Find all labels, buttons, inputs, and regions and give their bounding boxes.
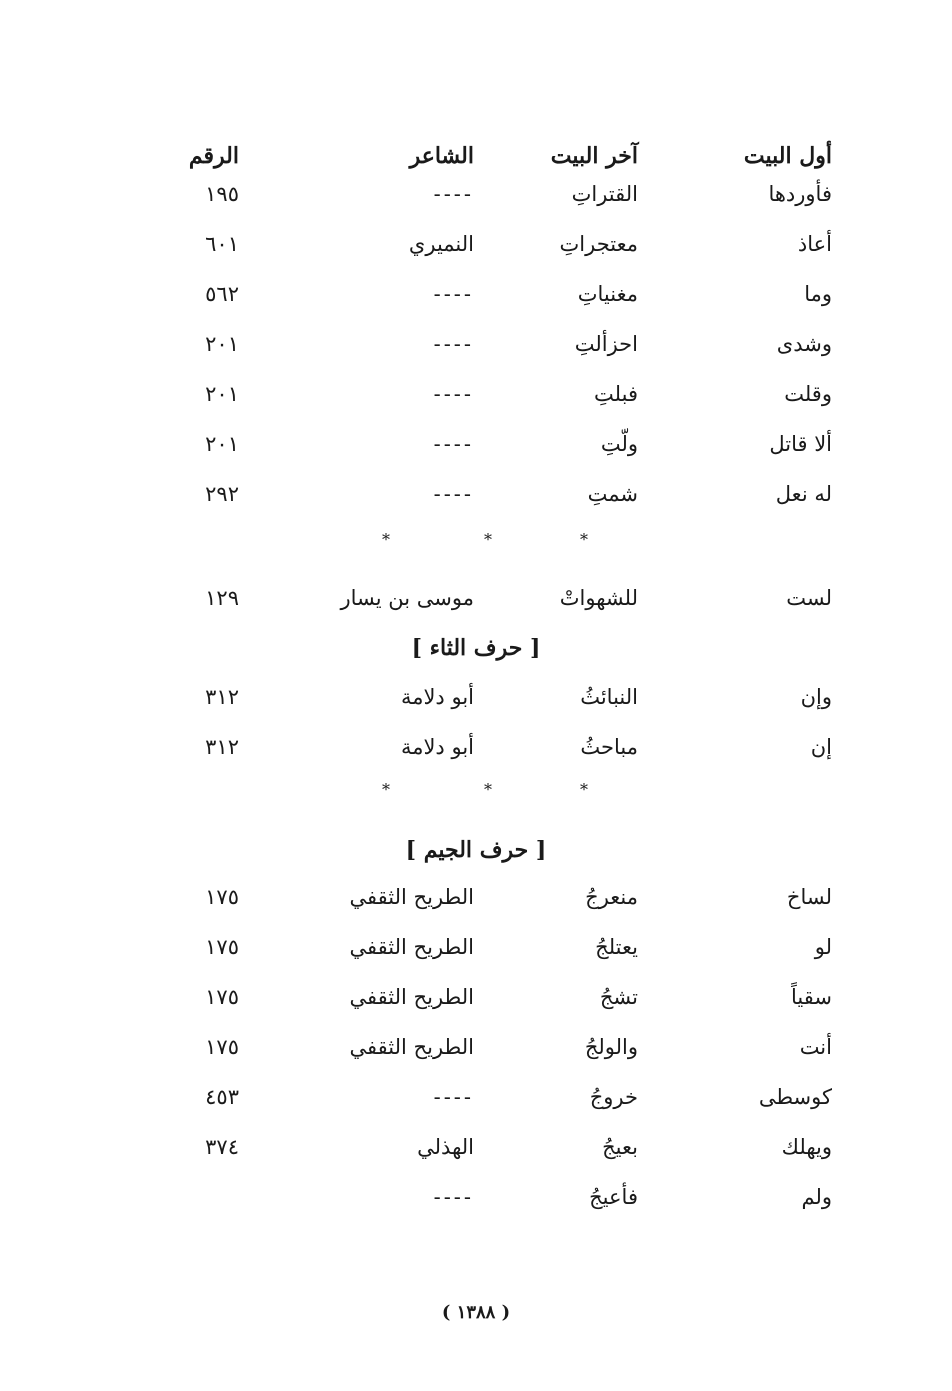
page-ref: ٥٦٢ — [205, 282, 239, 306]
last-word: فبلتِ — [594, 382, 638, 406]
first-word: أنت — [799, 1035, 832, 1059]
table-row — [0, 727, 952, 767]
poet: موسى بن يسار — [340, 586, 474, 610]
header-poet: الشاعر — [409, 143, 474, 169]
table-row — [0, 677, 952, 717]
poet: الطريح الثقفي — [349, 935, 474, 959]
first-word: وقلت — [784, 382, 832, 406]
first-word: لست — [786, 586, 832, 610]
table-row — [0, 274, 952, 314]
table-row — [0, 424, 952, 464]
last-word: مغنياتِ — [577, 282, 638, 306]
poet: النميري — [408, 232, 474, 256]
table-row — [0, 1027, 952, 1067]
poet: ---- — [433, 432, 474, 456]
table-row — [0, 374, 952, 414]
header-first-word: أول البيت — [743, 143, 832, 169]
table-row — [0, 224, 952, 264]
poet: ---- — [433, 1085, 474, 1109]
page-ref: ٣٧٤ — [205, 1135, 239, 1159]
section-title-tha: [ حرف الثاء ] — [411, 635, 541, 661]
table-row — [0, 474, 952, 514]
star-icon: * — [484, 780, 492, 799]
star-icon: * — [382, 780, 390, 799]
last-word: تشجُ — [599, 985, 638, 1009]
separator-stars — [0, 780, 952, 800]
page-ref: ٢٠١ — [205, 332, 239, 356]
page-ref: ٢٠١ — [205, 432, 239, 456]
last-word: يعتلجُ — [595, 935, 638, 959]
last-word: القتراتِ — [571, 182, 638, 206]
poet: ---- — [433, 1185, 474, 1209]
last-word: بعيجُ — [602, 1135, 638, 1159]
last-word: للشهواتْ — [559, 586, 638, 610]
table-row — [0, 578, 952, 618]
last-word: مباحثُ — [580, 735, 638, 759]
poet: ---- — [433, 332, 474, 356]
first-word: ويهلك — [781, 1135, 832, 1159]
star-icon: * — [580, 780, 588, 799]
poet: ---- — [433, 182, 474, 206]
first-word: ألا قاتل — [769, 432, 832, 456]
table-row — [0, 977, 952, 1017]
page-ref: ٤٥٣ — [205, 1085, 239, 1109]
poet: ---- — [433, 482, 474, 506]
poet: الطريح الثقفي — [349, 1035, 474, 1059]
last-word: خروجُ — [589, 1085, 638, 1109]
page-ref: ١٧٥ — [205, 1035, 239, 1059]
poet: الطريح الثقفي — [349, 985, 474, 1009]
first-word: له نعل — [775, 482, 832, 506]
page-ref: ١٢٩ — [205, 586, 239, 610]
table-row — [0, 324, 952, 364]
page-ref: ١٧٥ — [205, 985, 239, 1009]
page-ref: ٢٠١ — [205, 382, 239, 406]
header-number: الرقم — [188, 143, 239, 169]
table-row — [0, 1077, 952, 1117]
first-word: لو — [814, 935, 832, 959]
last-word: احزألتِ — [574, 332, 638, 356]
first-word: فأوردها — [768, 182, 832, 206]
last-word: شمتِ — [587, 482, 638, 506]
separator-stars — [0, 530, 952, 550]
table-row — [0, 877, 952, 917]
section-title-jim: [ حرف الجيم ] — [405, 837, 547, 863]
page-ref: ٢٩٢ — [205, 482, 239, 506]
last-word: النبائثُ — [580, 685, 638, 709]
last-word: منعرجُ — [585, 885, 638, 909]
page-number: ( ١٣٨٨ ) — [441, 1302, 511, 1323]
page-ref: ١٩٥ — [205, 182, 239, 206]
last-word: والولجُ — [584, 1035, 638, 1059]
page-ref: ٣١٢ — [205, 735, 239, 759]
page-ref: ١٧٥ — [205, 885, 239, 909]
table-row — [0, 1177, 952, 1217]
page-ref: ٦٠١ — [205, 232, 239, 256]
star-icon: * — [382, 530, 390, 549]
first-word: ولم — [801, 1185, 832, 1209]
poet: الهذلي — [417, 1135, 474, 1159]
poet: الطريح الثقفي — [349, 885, 474, 909]
last-word: ولّتِ — [600, 432, 638, 456]
first-word: أعاذ — [797, 232, 832, 256]
poet: أبو دلامة — [400, 735, 474, 759]
table-header — [0, 136, 952, 176]
first-word: وشدى — [776, 332, 832, 356]
first-word: وما — [804, 282, 832, 306]
poet: ---- — [433, 382, 474, 406]
poet: أبو دلامة — [400, 685, 474, 709]
first-word: لساخ — [786, 885, 832, 909]
header-last-word: آخر البيت — [550, 143, 638, 169]
page-ref: ٣١٢ — [205, 685, 239, 709]
table-row — [0, 174, 952, 214]
first-word: إن — [810, 735, 832, 759]
page-ref: ١٧٥ — [205, 935, 239, 959]
star-icon: * — [484, 530, 492, 549]
table-row — [0, 1127, 952, 1167]
star-icon: * — [580, 530, 588, 549]
last-word: معتجراتِ — [559, 232, 638, 256]
poet: ---- — [433, 282, 474, 306]
first-word: وإن — [800, 685, 832, 709]
table-row — [0, 927, 952, 967]
last-word: فأعيجُ — [589, 1185, 638, 1209]
first-word: كوسطى — [758, 1085, 832, 1109]
first-word: سقياً — [791, 985, 832, 1009]
